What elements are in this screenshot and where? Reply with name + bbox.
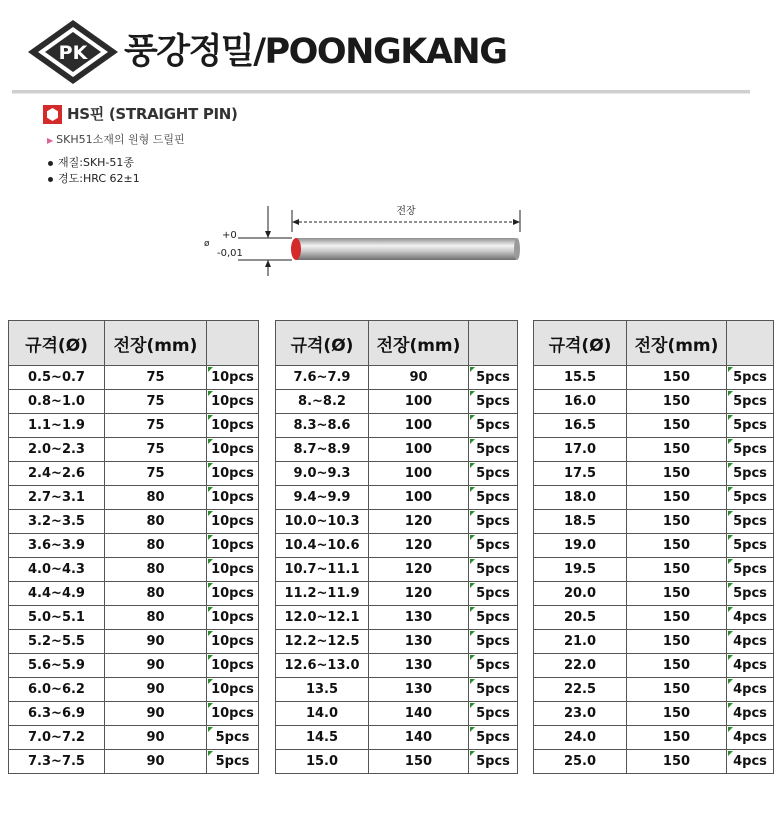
table-row [276, 486, 518, 510]
cell-qty: 5pcs [207, 750, 259, 774]
cell-length: 120 [369, 558, 469, 582]
cell-length: 90 [105, 630, 207, 654]
cell-qty: 5pcs [469, 630, 518, 654]
product-subtitle [47, 131, 185, 147]
table-row [9, 750, 259, 774]
cell-length: 120 [369, 534, 469, 558]
table-row [534, 750, 774, 774]
table-row [9, 462, 259, 486]
cell-length: 100 [369, 390, 469, 414]
cell-qty: 5pcs [727, 462, 774, 486]
cell-qty: 5pcs [727, 438, 774, 462]
cell-length: 150 [627, 558, 727, 582]
cell-length: 80 [105, 582, 207, 606]
cell-qty: 10pcs [207, 582, 259, 606]
table-row [534, 486, 774, 510]
cell-length: 90 [105, 750, 207, 774]
spec-material [48, 154, 134, 170]
cell-length: 150 [369, 750, 469, 774]
table-row [534, 414, 774, 438]
cell-size: 2.0~2.3 [9, 438, 105, 462]
logo-text: PK [58, 42, 88, 64]
cell-qty: 4pcs [727, 750, 774, 774]
cell-size: 5.6~5.9 [9, 654, 105, 678]
table-row [534, 390, 774, 414]
cell-size: 12.6~13.0 [276, 654, 369, 678]
cell-qty: 5pcs [469, 510, 518, 534]
cell-qty: 4pcs [727, 678, 774, 702]
cell-length: 130 [369, 678, 469, 702]
cell-qty: 10pcs [207, 510, 259, 534]
cell-length: 90 [105, 678, 207, 702]
cell-size: 11.2~11.9 [276, 582, 369, 606]
cell-size: 23.0 [534, 702, 627, 726]
cell-qty: 5pcs [469, 654, 518, 678]
cell-length: 140 [369, 726, 469, 750]
cell-size: 19.0 [534, 534, 627, 558]
header-length: 전장(mm) [627, 321, 727, 366]
cell-qty: 4pcs [727, 702, 774, 726]
cell-size: 20.0 [534, 582, 627, 606]
table-row [276, 534, 518, 558]
cell-size: 8.7~8.9 [276, 438, 369, 462]
cell-length: 100 [369, 486, 469, 510]
cell-size: 18.5 [534, 510, 627, 534]
table-row [534, 366, 774, 390]
cell-size: 2.4~2.6 [9, 462, 105, 486]
table-row [9, 702, 259, 726]
cell-length: 80 [105, 510, 207, 534]
header-qty [469, 321, 518, 366]
cell-size: 15.0 [276, 750, 369, 774]
cell-length: 90 [369, 366, 469, 390]
cell-size: 10.0~10.3 [276, 510, 369, 534]
table-row [276, 438, 518, 462]
cell-qty: 5pcs [727, 558, 774, 582]
cell-length: 100 [369, 438, 469, 462]
cell-length: 100 [369, 462, 469, 486]
cell-qty: 5pcs [469, 726, 518, 750]
cell-size: 8.~8.2 [276, 390, 369, 414]
cell-length: 150 [627, 510, 727, 534]
table-row [9, 678, 259, 702]
cell-length: 150 [627, 606, 727, 630]
table-row [534, 726, 774, 750]
cell-length: 75 [105, 414, 207, 438]
cell-length: 150 [627, 486, 727, 510]
cell-length: 150 [627, 438, 727, 462]
cell-size: 20.5 [534, 606, 627, 630]
cell-qty: 5pcs [469, 462, 518, 486]
cell-length: 130 [369, 606, 469, 630]
table-row [9, 654, 259, 678]
table-row [9, 606, 259, 630]
cell-size: 17.5 [534, 462, 627, 486]
pk-logo [26, 18, 120, 86]
table-row [9, 366, 259, 390]
cell-size: 7.3~7.5 [9, 750, 105, 774]
cell-qty: 4pcs [727, 606, 774, 630]
cell-size: 16.0 [534, 390, 627, 414]
cell-qty: 10pcs [207, 654, 259, 678]
cell-qty: 5pcs [469, 702, 518, 726]
cell-length: 150 [627, 702, 727, 726]
cell-qty: 5pcs [727, 414, 774, 438]
table-row [534, 582, 774, 606]
cell-qty: 5pcs [469, 534, 518, 558]
cell-length: 150 [627, 726, 727, 750]
table-row [534, 678, 774, 702]
cell-length: 150 [627, 390, 727, 414]
cell-length: 75 [105, 366, 207, 390]
table-row [9, 582, 259, 606]
cell-size: 21.0 [534, 630, 627, 654]
header-size: 규격(Ø) [9, 321, 105, 366]
table-row [276, 462, 518, 486]
cell-qty: 10pcs [207, 462, 259, 486]
cell-length: 80 [105, 606, 207, 630]
bullet-icon [48, 161, 53, 166]
cell-size: 9.0~9.3 [276, 462, 369, 486]
table-row [9, 726, 259, 750]
cell-size: 0.8~1.0 [9, 390, 105, 414]
cell-length: 120 [369, 510, 469, 534]
cell-size: 24.0 [534, 726, 627, 750]
cell-qty: 10pcs [207, 438, 259, 462]
tolerance-minus: -0,01 [217, 248, 243, 259]
cell-size: 17.0 [534, 438, 627, 462]
cell-size: 19.5 [534, 558, 627, 582]
cell-size: 5.2~5.5 [9, 630, 105, 654]
table-row [9, 414, 259, 438]
cell-size: 1.1~1.9 [9, 414, 105, 438]
cell-size: 25.0 [534, 750, 627, 774]
cell-length: 150 [627, 750, 727, 774]
length-label: 전장 [396, 206, 416, 217]
spec-table-right [533, 320, 774, 774]
cell-length: 150 [627, 582, 727, 606]
cell-length: 90 [105, 726, 207, 750]
table-row [276, 606, 518, 630]
table-row [9, 534, 259, 558]
product-subtitle-text: SKH51소재의 원형 드릴핀 [56, 133, 185, 146]
cell-qty: 5pcs [727, 366, 774, 390]
cell-qty: 5pcs [727, 582, 774, 606]
header-length: 전장(mm) [369, 321, 469, 366]
table-row [9, 390, 259, 414]
cell-qty: 5pcs [469, 486, 518, 510]
triangle-bullet-icon: ▶ [47, 136, 54, 145]
cell-size: 4.4~4.9 [9, 582, 105, 606]
cell-qty: 10pcs [207, 678, 259, 702]
cell-size: 12.2~12.5 [276, 630, 369, 654]
cell-qty: 4pcs [727, 726, 774, 750]
header-qty [207, 321, 259, 366]
bullet-icon [48, 177, 53, 182]
cell-length: 150 [627, 654, 727, 678]
spec-table-left [8, 320, 259, 774]
hexagon-icon [43, 105, 62, 124]
header-length: 전장(mm) [105, 321, 207, 366]
cell-qty: 5pcs [469, 750, 518, 774]
spec-hardness [48, 170, 140, 186]
cell-size: 22.0 [534, 654, 627, 678]
cell-qty: 10pcs [207, 702, 259, 726]
table-row [276, 390, 518, 414]
cell-length: 120 [369, 582, 469, 606]
table-row [276, 510, 518, 534]
table-row [534, 462, 774, 486]
cell-size: 0.5~0.7 [9, 366, 105, 390]
cell-size: 3.6~3.9 [9, 534, 105, 558]
table-row [276, 366, 518, 390]
cell-size: 6.0~6.2 [9, 678, 105, 702]
cell-length: 80 [105, 534, 207, 558]
cell-length: 130 [369, 654, 469, 678]
cell-size: 3.2~3.5 [9, 510, 105, 534]
header-qty [727, 321, 774, 366]
cell-qty: 5pcs [469, 678, 518, 702]
spec-material-text: 재질:SKH-51종 [58, 156, 135, 169]
cell-length: 80 [105, 558, 207, 582]
cell-qty: 4pcs [727, 654, 774, 678]
cell-length: 130 [369, 630, 469, 654]
cell-size: 9.4~9.9 [276, 486, 369, 510]
cell-size: 7.6~7.9 [276, 366, 369, 390]
cell-qty: 5pcs [727, 534, 774, 558]
cell-qty: 5pcs [727, 486, 774, 510]
table-row [9, 510, 259, 534]
cell-qty: 10pcs [207, 486, 259, 510]
cell-length: 150 [627, 630, 727, 654]
table-row [276, 414, 518, 438]
cell-size: 6.3~6.9 [9, 702, 105, 726]
cell-qty: 5pcs [207, 726, 259, 750]
cell-length: 80 [105, 486, 207, 510]
cell-qty: 10pcs [207, 414, 259, 438]
header-divider-shadow [12, 93, 750, 94]
cell-qty: 10pcs [207, 606, 259, 630]
cell-size: 22.5 [534, 678, 627, 702]
cell-qty: 5pcs [469, 558, 518, 582]
brand-name: 풍강정밀/POONGKANG [124, 32, 507, 72]
cell-size: 18.0 [534, 486, 627, 510]
cell-qty: 5pcs [469, 438, 518, 462]
table-row [276, 750, 518, 774]
pin-diagram [200, 200, 530, 280]
table-row [9, 438, 259, 462]
cell-qty: 10pcs [207, 366, 259, 390]
cell-qty: 4pcs [727, 630, 774, 654]
cell-length: 90 [105, 702, 207, 726]
cell-qty: 5pcs [469, 390, 518, 414]
cell-size: 8.3~8.6 [276, 414, 369, 438]
cell-length: 150 [627, 534, 727, 558]
table-row [534, 534, 774, 558]
cell-size: 7.0~7.2 [9, 726, 105, 750]
spec-table-middle [275, 320, 518, 774]
cell-qty: 5pcs [469, 414, 518, 438]
cell-qty: 5pcs [727, 510, 774, 534]
cell-size: 10.7~11.1 [276, 558, 369, 582]
table-row [276, 654, 518, 678]
table-row [276, 702, 518, 726]
cell-length: 150 [627, 462, 727, 486]
table-row [276, 630, 518, 654]
table-row [534, 606, 774, 630]
cell-qty: 5pcs [469, 582, 518, 606]
cell-qty: 5pcs [727, 390, 774, 414]
cell-length: 90 [105, 654, 207, 678]
cell-length: 150 [627, 366, 727, 390]
table-row [9, 630, 259, 654]
product-title: HS핀 (STRAIGHT PIN) [67, 105, 238, 123]
table-row [534, 438, 774, 462]
cell-length: 75 [105, 390, 207, 414]
cell-size: 14.0 [276, 702, 369, 726]
cell-qty: 5pcs [469, 606, 518, 630]
cell-size: 10.4~10.6 [276, 534, 369, 558]
cell-qty: 10pcs [207, 390, 259, 414]
table-row [276, 678, 518, 702]
diameter-symbol: ø [204, 239, 210, 249]
cell-length: 140 [369, 702, 469, 726]
cell-size: 14.5 [276, 726, 369, 750]
table-row [276, 726, 518, 750]
cell-length: 100 [369, 414, 469, 438]
header-size: 규격(Ø) [534, 321, 627, 366]
cell-qty: 10pcs [207, 534, 259, 558]
table-row [276, 558, 518, 582]
cell-qty: 5pcs [469, 366, 518, 390]
cell-size: 12.0~12.1 [276, 606, 369, 630]
cell-qty: 10pcs [207, 558, 259, 582]
cell-size: 5.0~5.1 [9, 606, 105, 630]
table-row [534, 510, 774, 534]
table-row [276, 582, 518, 606]
cell-size: 15.5 [534, 366, 627, 390]
table-row [534, 558, 774, 582]
tolerance-plus: +0 [222, 230, 237, 241]
cell-length: 150 [627, 414, 727, 438]
cell-size: 16.5 [534, 414, 627, 438]
cell-length: 75 [105, 462, 207, 486]
table-row [9, 486, 259, 510]
table-row [534, 654, 774, 678]
header-size: 규격(Ø) [276, 321, 369, 366]
table-row [534, 702, 774, 726]
cell-length: 75 [105, 438, 207, 462]
spec-hardness-text: 경도:HRC 62±1 [58, 172, 140, 185]
cell-size: 4.0~4.3 [9, 558, 105, 582]
cell-size: 2.7~3.1 [9, 486, 105, 510]
table-row [9, 558, 259, 582]
cell-qty: 10pcs [207, 630, 259, 654]
cell-size: 13.5 [276, 678, 369, 702]
table-row [534, 630, 774, 654]
cell-length: 150 [627, 678, 727, 702]
